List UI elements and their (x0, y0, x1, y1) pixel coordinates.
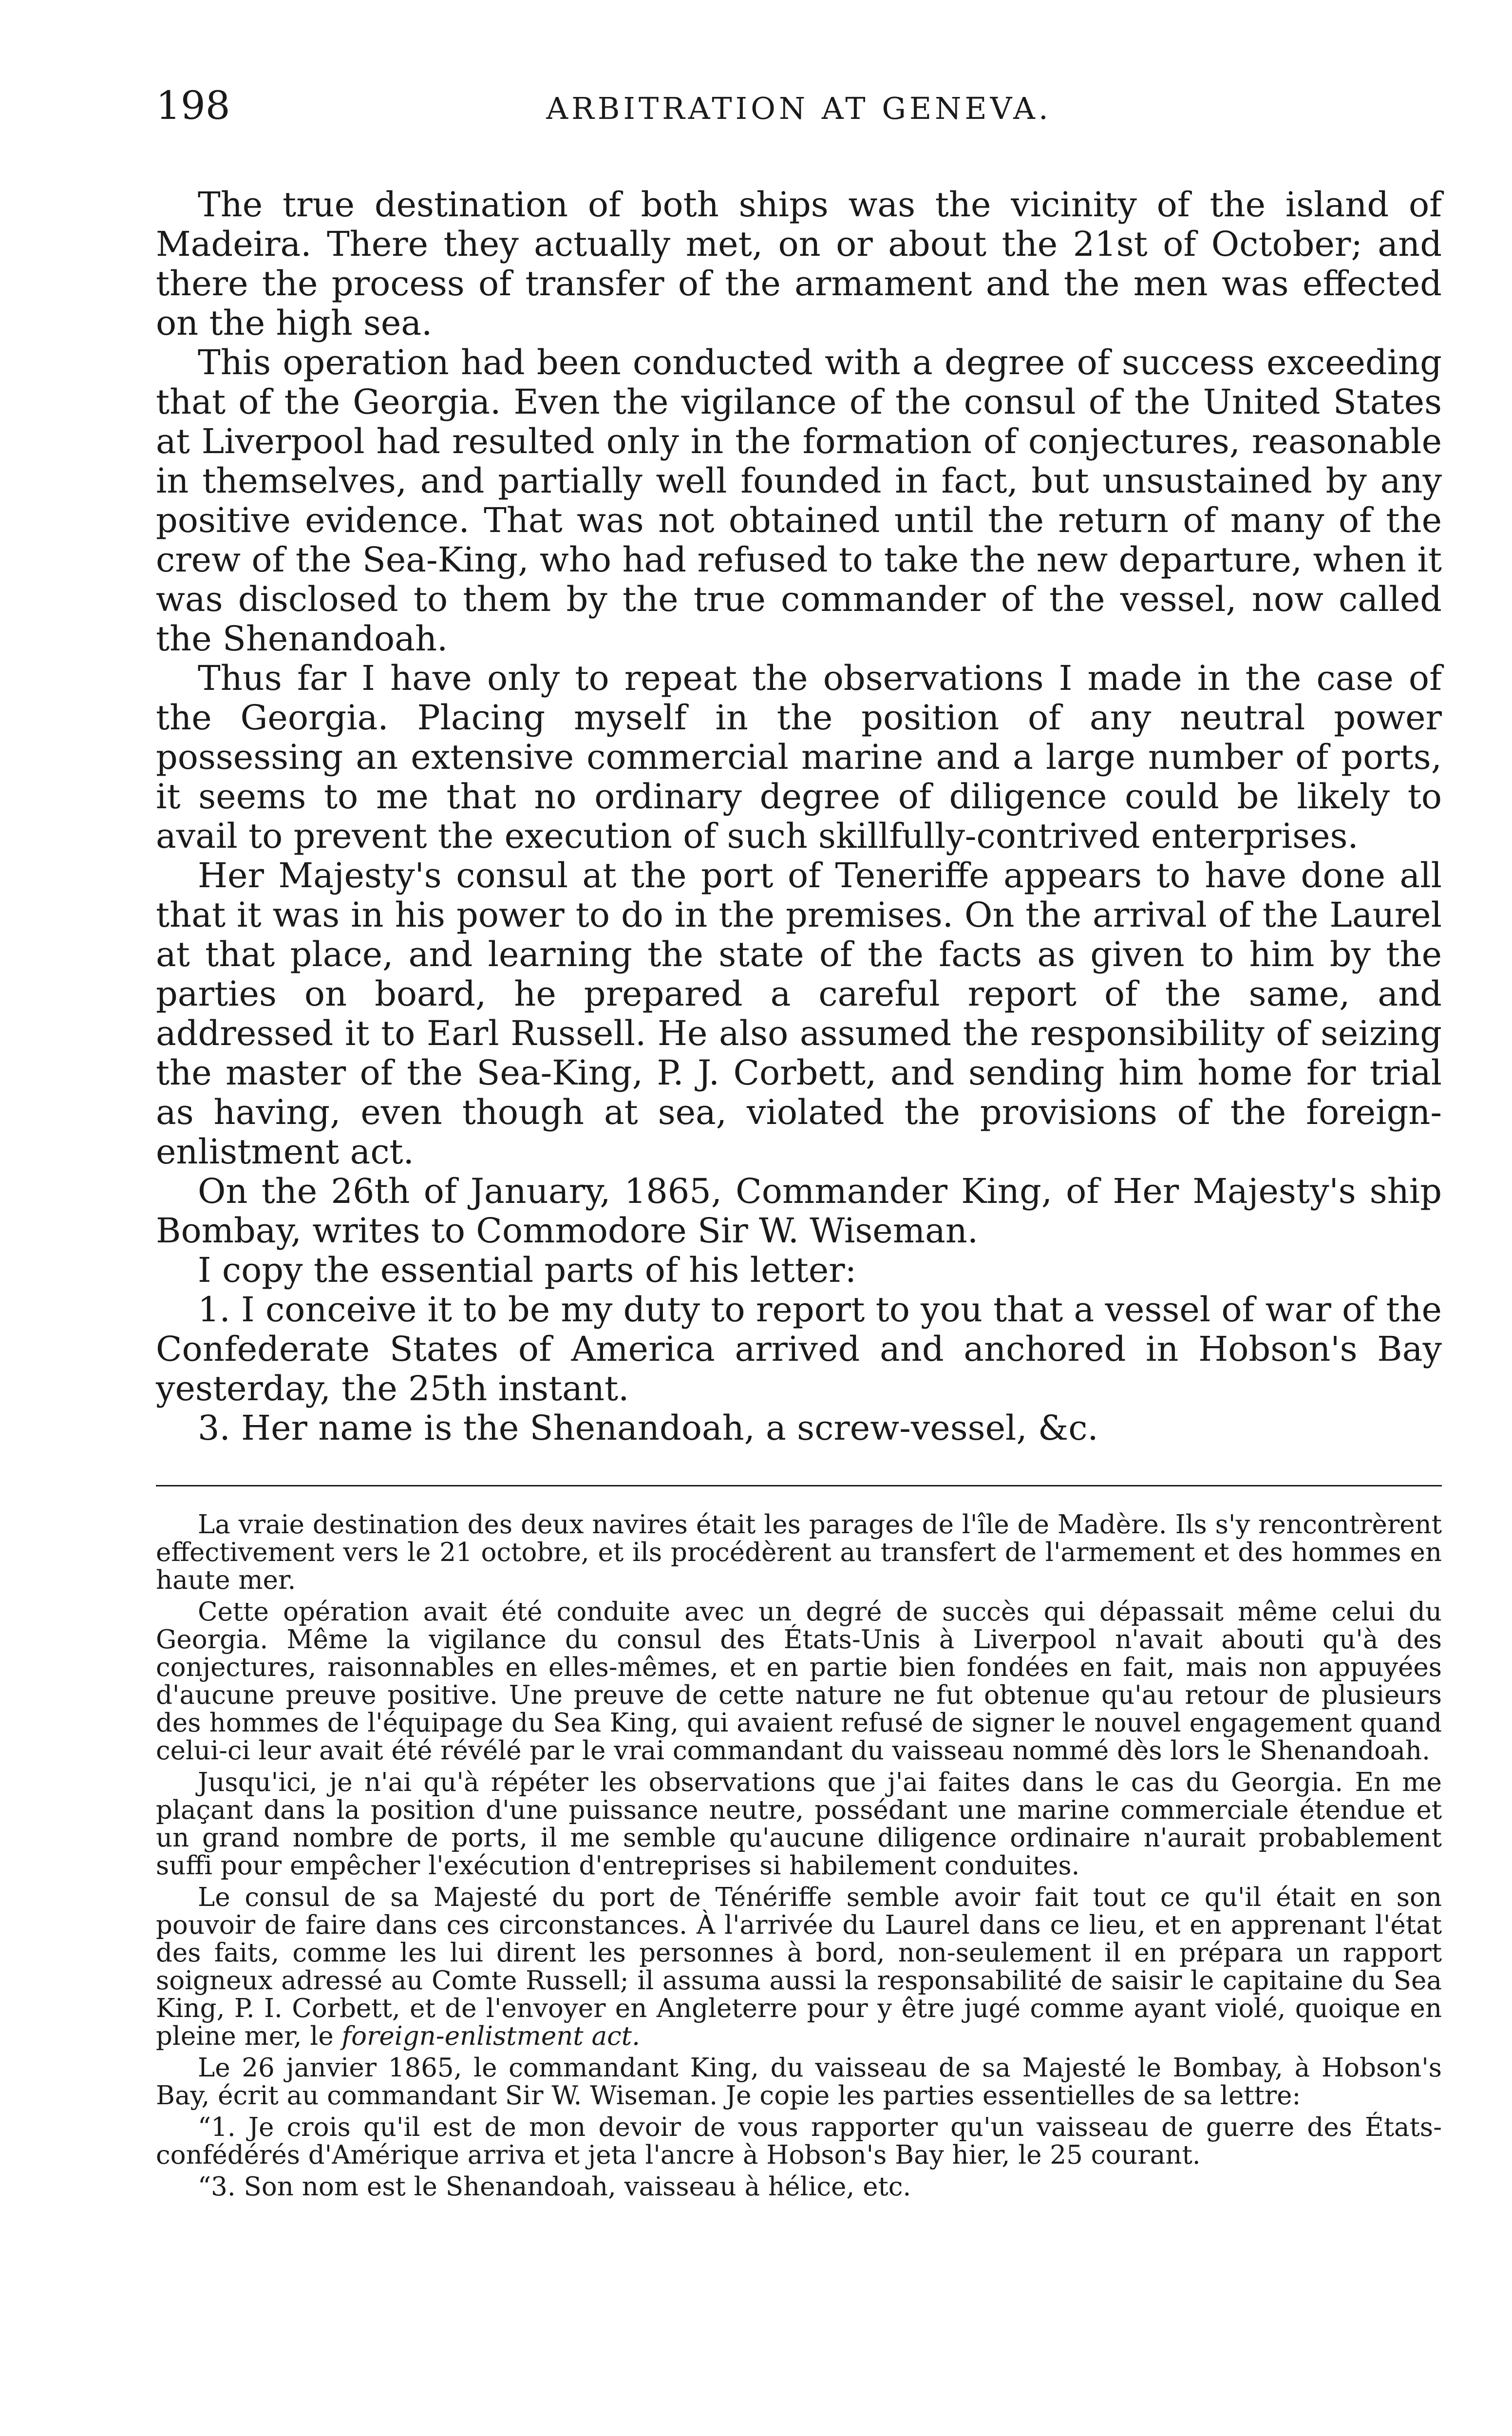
english-paragraph: I copy the essential parts of his letter: (198, 1250, 857, 1290)
french-paragraph: Le 26 janvier 1865, le commandant King, du vaisseau de sa Majesté le Bombay, à Hobson's Bay, écrit au commandant Sir W. Wiseman. Je copie les parties essentielles de sa lettre: (156, 2053, 1442, 2111)
english-paragraph: Thus far I have only to repeat the observations I made in the case of the Georgia. Placing myself in the position of any neutral power possessing an extensive commercial marine and a large number of ports, it seems to me that no ordinary degree of diligence could be likely to avail to prevent the execution of such skillfully-contrived enterprises. (156, 658, 1442, 856)
french-paragraph: “1. Je crois qu'il est de mon devoir de vous rapporter qu'un vaisseau de guerre des États-confédérés d'Amérique arriva et jeta l'ancre à Hobson's Bay hier, le 25 courant. (156, 2112, 1442, 2170)
italic-act-name: foreign-enlistment act. (341, 2021, 640, 2051)
french-paragraph: Cette opération avait été conduite avec un degré de succès qui dépassait même celui du Georgia. Même la vigilance du consul des États-Unis à Liverpool n'avait abouti qu'à des conjectures, raisonnables en elles-mêmes, et en partie bien fondées en fait, mais non appuyées d'aucune preuve positive. Une preuve de cette nature ne fut obtenue qu'au retour de plusieurs des hommes de l'équipage du Sea King, qui avaient refusé de signer le nouvel engagement quand celui-ci leur avait été révélé par le vrai commandant du vaisseau nommé dès lors le Shenandoah. (156, 1597, 1442, 1766)
page-number: 198 (156, 83, 230, 128)
document-page (156, 73, 1442, 2205)
french-paragraph: Jusqu'ici, je n'ai qu'à répéter les observations que j'ai faites dans le cas du Georgia. En me plaçant dans la position d'une puissance neutre, possédant une marine commerciale étendue et un grand nombre de ports, il me semble qu'aucune diligence ordinaire n'aurait probablement suffi pour empêcher l'exécution d'entreprises si habilement conduites. (156, 1768, 1442, 1881)
english-paragraph: This operation had been conducted with a degree of success exceeding that of the Georgia. Even the vigilance of the consul of the United States at Liverpool had resulted only in the formation of conjectures, reasonable in themselves, and partially well founded in fact, but unsustained by any positive evidence. That was not obtained until the return of many of the crew of the Sea-King, who had refused to take the new departure, when it was disclosed to them by the true commander of the vessel, now called the Shenandoah. (156, 343, 1442, 659)
french-paragraph: La vraie destination des deux navires était les parages de l'île de Madère. Ils s'y rencontrèrent effectivement vers le 21 octobre, et ils procédèrent au transfert de l'armement et des hommes en haute mer. (156, 1510, 1442, 1595)
french-paragraph: “3. Son nom est le Shenandoah, vaisseau à hélice, etc. (198, 2172, 911, 2202)
english-text (156, 185, 1442, 1448)
page-header (156, 73, 1442, 141)
footnote-divider (156, 1485, 1442, 1486)
french-paragraph-text: Le consul de sa Majesté du port de Ténériffe semble avoir fait tout ce qu'il était en son pouvoir de faire dans ces circonstances. À l'arrivée du Laurel dans ce lieu, et en apprenant l'état des faits, comme les lui dirent les personnes à bord, non-seulement il en prépara un rapport soigneux adressé au Comte Russell; il assuma aussi la responsabilité de saisir le capitaine du Sea King, P. I. Corbett, et de l'envoyer en Angleterre pour y être jugé comme ayant violé, quoique en pleine mer, le (156, 1883, 1442, 2051)
english-paragraph: 1. I conceive it to be my duty to report to you that a vessel of war of the Confederate States of America arrived and anchored in Hobson's Bay yesterday, the 25th instant. (156, 1290, 1442, 1408)
english-paragraph: 3. Her name is the Shenandoah, a screw-vessel, &c. (198, 1408, 1098, 1448)
running-head: ARBITRATION AT GENEVA. (546, 91, 1052, 126)
english-paragraph: The true destination of both ships was the vicinity of the island of Madeira. There they actually met, on or about the 21st of October; and there the process of transfer of the armament and the men was effected on the high sea. (156, 185, 1442, 343)
english-paragraph: On the 26th of January, 1865, Commander King, of Her Majesty's ship Bombay, writes to Commodore Sir W. Wiseman. (156, 1171, 1442, 1251)
french-paragraph (156, 1884, 1442, 2050)
english-paragraph: Her Majesty's consul at the port of Teneriffe appears to have done all that it was in his power to do in the premises. On the arrival of the Laurel at that place, and learning the state of the facts as given to him by the parties on board, he prepared a careful report of the same, and addressed it to Earl Russell. He also assumed the responsibility of seizing the master of the Sea-King, P. J. Corbett, and sending him home for trial as having, even though at sea, violated the provisions of the foreign-enlistment act. (156, 856, 1442, 1172)
french-translation (156, 1511, 1442, 2201)
